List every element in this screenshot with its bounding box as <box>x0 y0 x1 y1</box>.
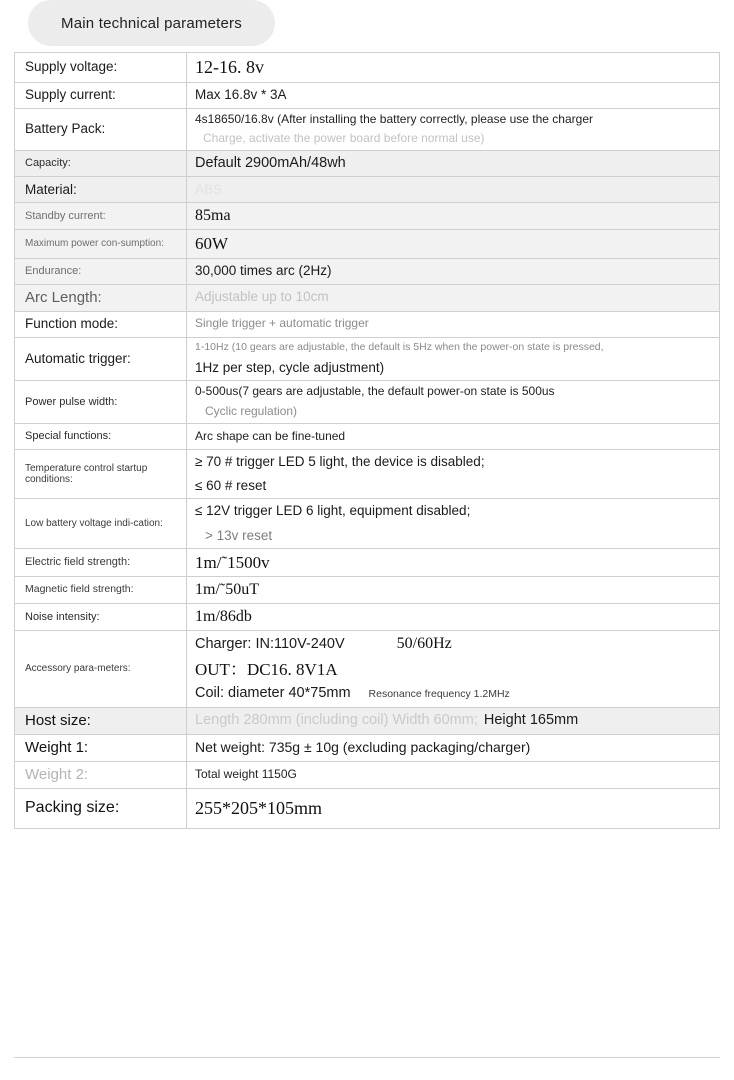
row-value-cell: 4s18650/16.8v (After installing the battery correctly, please use the charger Charge, activate the power board before normal use) <box>187 109 719 150</box>
table-row <box>15 381 719 424</box>
table-row <box>15 53 719 83</box>
row-value-cell: 255*205*105mm <box>187 789 719 828</box>
table-row <box>15 577 719 604</box>
row-label-cell: Weight 2: <box>15 762 187 788</box>
table-row <box>15 424 719 450</box>
row-label-cell: Supply voltage: <box>15 53 187 82</box>
row-label-cell: Battery Pack: <box>15 109 187 150</box>
row-value-cell: 1m/˜50uT <box>187 577 719 603</box>
row-value-cell: Total weight 1150G <box>187 762 719 788</box>
row-label-cell: Low battery voltage indi-cation: <box>15 499 187 547</box>
row-label-cell: Automatic trigger: <box>15 338 187 380</box>
table-row <box>15 708 719 735</box>
row-value-cell: 60W <box>187 230 719 257</box>
row-value-cell: Adjustable up to 10cm <box>187 285 719 311</box>
table-row <box>15 735 719 762</box>
table-row <box>15 177 719 203</box>
table-row <box>15 762 719 789</box>
row-label-cell: Arc Length: <box>15 285 187 311</box>
row-value-cell: 12-16. 8v <box>187 53 719 82</box>
row-value-cell: 0-500us(7 gears are adjustable, the default power-on state is 500us Cyclic regulation) <box>187 381 719 423</box>
charger-line: Charger: IN:110V-240V 50/60Hz <box>195 635 452 653</box>
row-value-cell: ≥ 70 # trigger LED 5 light, the device is disabled; ≤ 60 # reset <box>187 450 719 498</box>
row-label-cell: Maximum power con-sumption: <box>15 230 187 257</box>
table-row <box>15 230 719 258</box>
row-value-cell: 1-10Hz (10 gears are adjustable, the default is 5Hz when the power-on state is pressed, 1Hz per step, cycle adjustment) <box>187 338 719 380</box>
page-title: Main technical parameters <box>61 14 242 32</box>
table-row <box>15 450 719 499</box>
table-row <box>15 631 719 707</box>
row-label-cell: Standby current: <box>15 203 187 229</box>
row-label-cell: Host size: <box>15 708 187 734</box>
row-label-cell: Packing size: <box>15 789 187 828</box>
table-row <box>15 604 719 631</box>
table-row <box>15 789 719 829</box>
table-row <box>15 109 719 151</box>
table-row <box>15 83 719 109</box>
table-row <box>15 338 719 381</box>
row-value-cell: Default 2900mAh/48wh <box>187 151 719 177</box>
row-label-cell: Temperature control startup conditions: <box>15 450 187 498</box>
row-label-cell: Noise intensity: <box>15 604 187 630</box>
row-value-cell: 85ma <box>187 203 719 229</box>
bottom-divider <box>14 1057 720 1058</box>
row-label-cell: Material: <box>15 177 187 202</box>
row-label-cell: Special functions: <box>15 424 187 449</box>
row-label-cell: Weight 1: <box>15 735 187 761</box>
row-value-cell: Charger: IN:110V-240V 50/60Hz OUT：DC16. 8V1A Coil: diameter 40*75mm Resonance frequency 1.2MHz <box>187 631 719 706</box>
table-row <box>15 203 719 230</box>
coil-line: Coil: diameter 40*75mm Resonance frequency 1.2MHz <box>195 684 510 701</box>
row-value-cell: 1m/˜1500v <box>187 549 719 576</box>
row-value-cell: Max 16.8v * 3A <box>187 83 719 108</box>
table-row <box>15 285 719 312</box>
technical-parameters-table <box>14 52 720 829</box>
table-row <box>15 312 719 338</box>
row-value-cell: Single trigger + automatic trigger <box>187 312 719 337</box>
row-value-cell: Net weight: 735g ± 10g (excluding packaging/charger) <box>187 735 719 761</box>
row-value-cell: ≤ 12V trigger LED 6 light, equipment disabled; > 13v reset <box>187 499 719 547</box>
row-value-cell: 1m/86db <box>187 604 719 630</box>
row-value-cell: ABS <box>187 177 719 202</box>
row-label-cell: Magnetic field strength: <box>15 577 187 603</box>
row-value-cell: Arc shape can be fine-tuned <box>187 424 719 449</box>
row-label-cell: Accessory para-meters: <box>15 631 187 706</box>
row-label-cell: Supply current: <box>15 83 187 108</box>
row-label-cell: Function mode: <box>15 312 187 337</box>
row-value-cell: 30,000 times arc (2Hz) <box>187 259 719 284</box>
row-label-cell: Endurance: <box>15 259 187 284</box>
table-row <box>15 259 719 285</box>
row-label-cell: Power pulse width: <box>15 381 187 423</box>
table-row <box>15 499 719 548</box>
table-row <box>15 549 719 577</box>
section-title-pill <box>28 0 275 46</box>
row-label-cell: Electric field strength: <box>15 549 187 576</box>
row-value-cell: Length 280mm (including coil) Width 60mm; Height 165mm <box>187 708 719 734</box>
table-row <box>15 151 719 178</box>
row-label-cell: Capacity: <box>15 151 187 177</box>
